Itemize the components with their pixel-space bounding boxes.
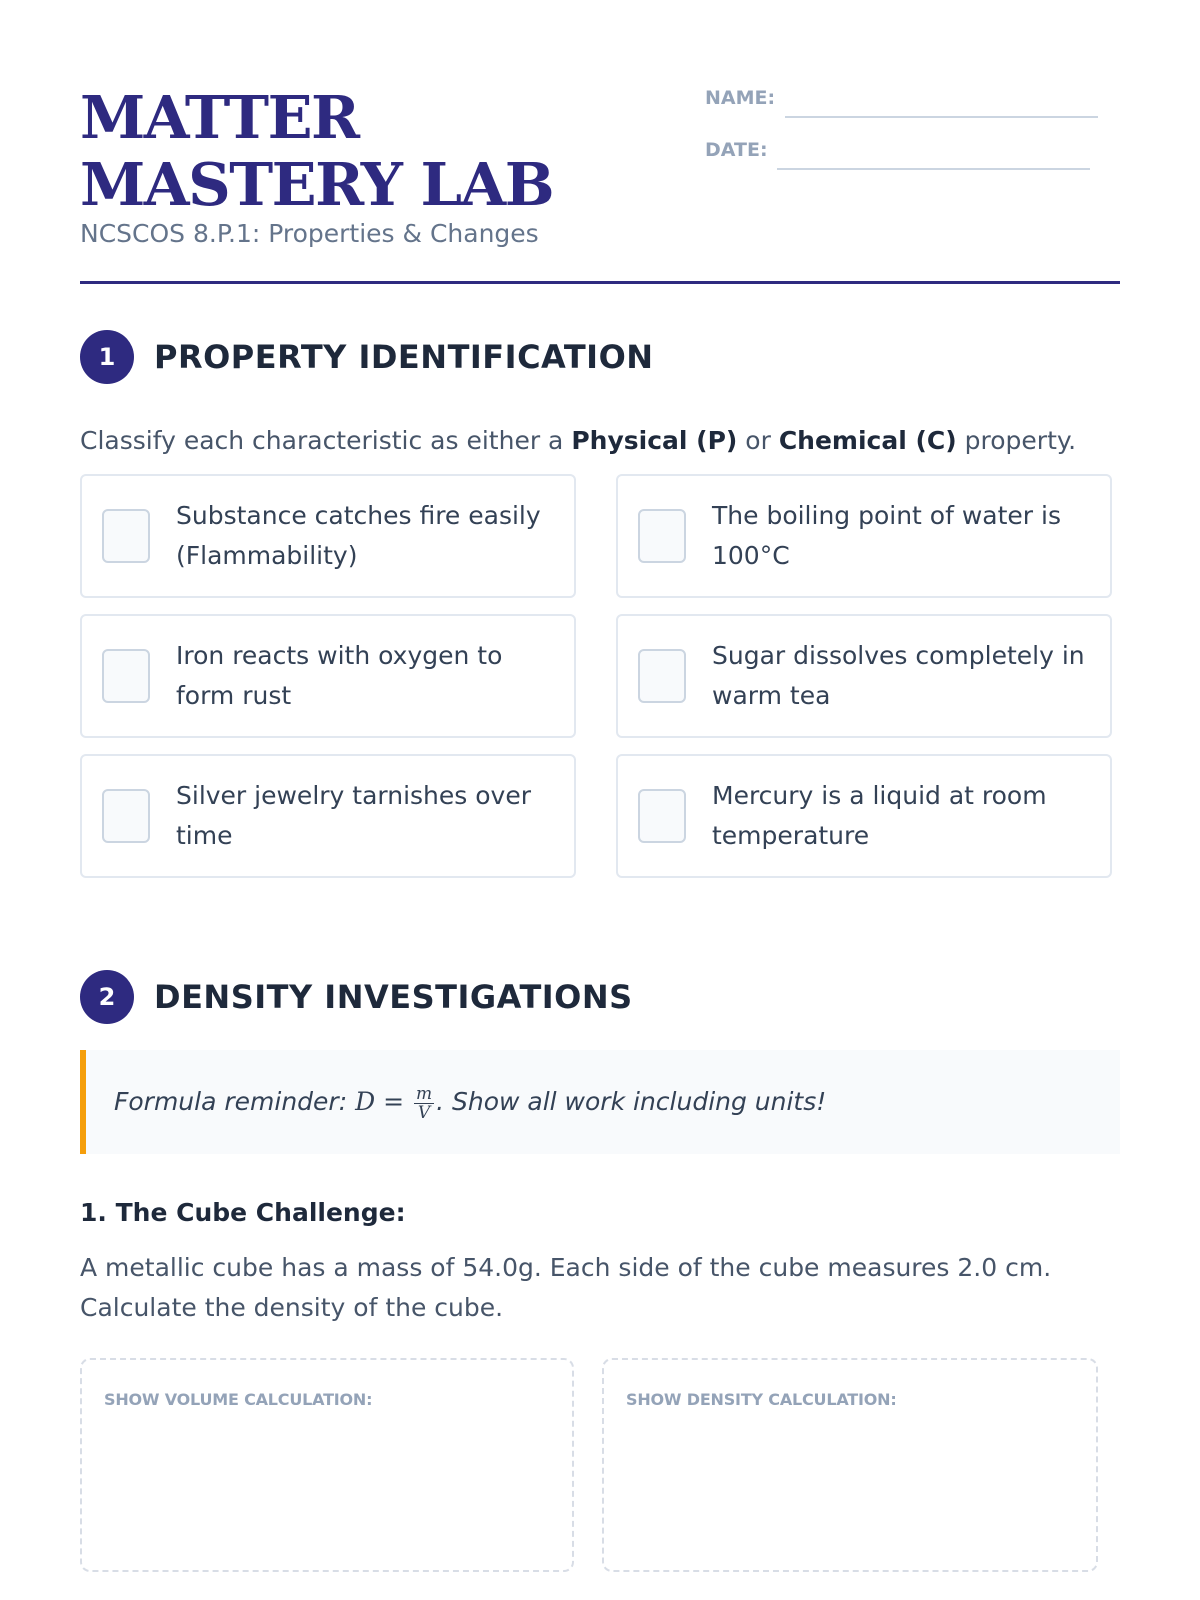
section-2-title: DENSITY INVESTIGATIONS [154,978,633,1016]
problem-1-text: A metallic cube has a mass of 54.0g. Each side of the cube measures 2.0 cm. Calculate the density of the cube. [80,1253,1052,1322]
property-card [616,474,1112,598]
instructions-text-start: Classify each characteristic as either a [80,426,572,455]
date-label: DATE: [705,139,768,161]
instructions-text-end: property. [956,426,1077,455]
property-statement: Sugar dissolves completely in warm tea [712,641,1085,710]
formula-lhs: D [355,1087,376,1116]
property-statement: The boiling point of water is 100°C [712,501,1061,570]
property-card [80,614,576,738]
property-card [80,754,576,878]
worksheet-header [80,80,1120,284]
property-card [80,474,576,598]
physical-term: Physical (P) [571,426,738,455]
instructions-text-middle: or [737,426,779,455]
section-1-title: PROPERTY IDENTIFICATION [154,338,654,376]
property-statement: Iron reacts with oxygen to form rust [176,641,503,710]
property-answer-box[interactable] [102,509,150,563]
property-answer-box[interactable] [638,649,686,703]
date-field[interactable] [777,168,1090,170]
property-answer-box[interactable] [102,789,150,843]
mass-over-volume-fraction [414,1085,434,1122]
fraction-numerator: m [415,1084,433,1104]
chemical-term: Chemical (C) [778,426,957,455]
reminder-suffix: . Show all work including units! [436,1087,827,1116]
property-card [616,754,1112,878]
section-1-number-badge: 1 [80,330,134,384]
page-subtitle: NCSCOS 8.P.1: Properties & Changes [80,219,539,248]
name-label: NAME: [705,87,776,109]
volume-work-area[interactable] [80,1358,574,1572]
density-work-label: SHOW DENSITY CALCULATION: [626,1390,897,1409]
fraction-denominator: V [417,1103,431,1123]
formula-reminder-text [114,1084,826,1122]
property-statement: Mercury is a liquid at room temperature [712,781,1047,850]
problem-1-title: 1. The Cube Challenge: [80,1198,406,1227]
formula-equals: = [375,1087,412,1116]
property-answer-box[interactable] [638,789,686,843]
reminder-prefix: Formula reminder: [114,1087,356,1116]
property-card [616,614,1112,738]
section-2-number-badge: 2 [80,970,134,1024]
name-field[interactable] [785,116,1098,118]
property-statement: Silver jewelry tarnishes over time [176,781,532,850]
volume-work-label: SHOW VOLUME CALCULATION: [104,1390,373,1409]
formula-reminder-callout [80,1050,1120,1154]
property-statement: Substance catches fire easily (Flammability) [176,501,541,570]
property-answer-box[interactable] [102,649,150,703]
page-title: MATTER MASTERY LAB [80,83,554,219]
density-work-area[interactable] [602,1358,1098,1572]
section-1-instructions [80,424,1140,458]
property-answer-box[interactable] [638,509,686,563]
density-formula [355,1084,436,1123]
